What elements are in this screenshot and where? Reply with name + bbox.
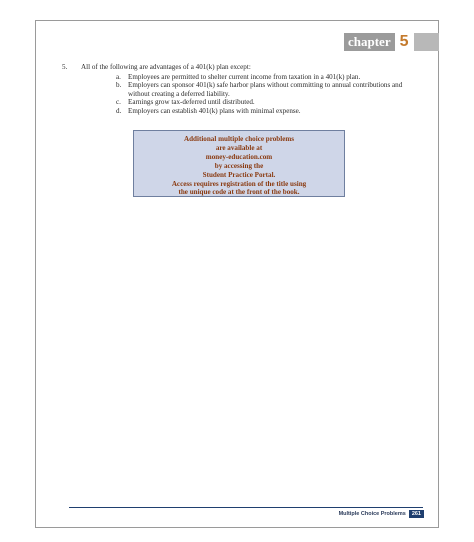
footer-divider	[69, 507, 423, 508]
notice-line: Student Practice Portal.	[202, 170, 276, 179]
chapter-header	[344, 33, 439, 51]
option-c	[116, 98, 422, 107]
option-letter: d.	[116, 106, 122, 115]
question-number: 5.	[62, 63, 68, 71]
document-page	[35, 20, 439, 528]
option-text: Employees are permitted to shelter current income from taxation in a 401(k) plan.	[128, 72, 361, 81]
footer-section-title: Multiple Choice Problems	[338, 511, 406, 517]
option-d	[116, 107, 422, 116]
notice-line: the unique code at the front of the book.	[178, 188, 300, 197]
notice-line: by accessing the	[214, 161, 264, 170]
notice-line: Additional multiple choice problems	[183, 135, 295, 143]
chapter-number: 5	[399, 33, 409, 50]
answer-options	[116, 73, 422, 116]
page-footer	[339, 510, 424, 518]
option-text: Employers can sponsor 401(k) safe harbor plans without committing to annual contributions and without creating a deferred liability.	[128, 81, 403, 98]
option-letter: c.	[116, 98, 121, 107]
option-letter: b.	[116, 81, 122, 90]
question-5	[62, 63, 422, 116]
notice-line: money-education.com	[205, 152, 273, 161]
page-number: 261	[409, 510, 424, 518]
option-text: Employers can establish 401(k) plans with minimal expense.	[128, 106, 301, 115]
notice-line: are available at	[215, 143, 263, 152]
notice-line: Access requires registration of the title using	[171, 179, 307, 188]
question-stem: All of the following are advantages of a 401(k) plan except:	[81, 63, 251, 71]
chapter-bar	[414, 33, 439, 51]
option-text: Earnings grow tax-deferred until distributed.	[128, 98, 255, 107]
option-letter: a.	[116, 72, 121, 81]
option-b	[116, 81, 422, 98]
option-a	[116, 73, 422, 82]
chapter-label: chapter	[344, 33, 395, 51]
practice-portal-notice	[133, 130, 345, 197]
